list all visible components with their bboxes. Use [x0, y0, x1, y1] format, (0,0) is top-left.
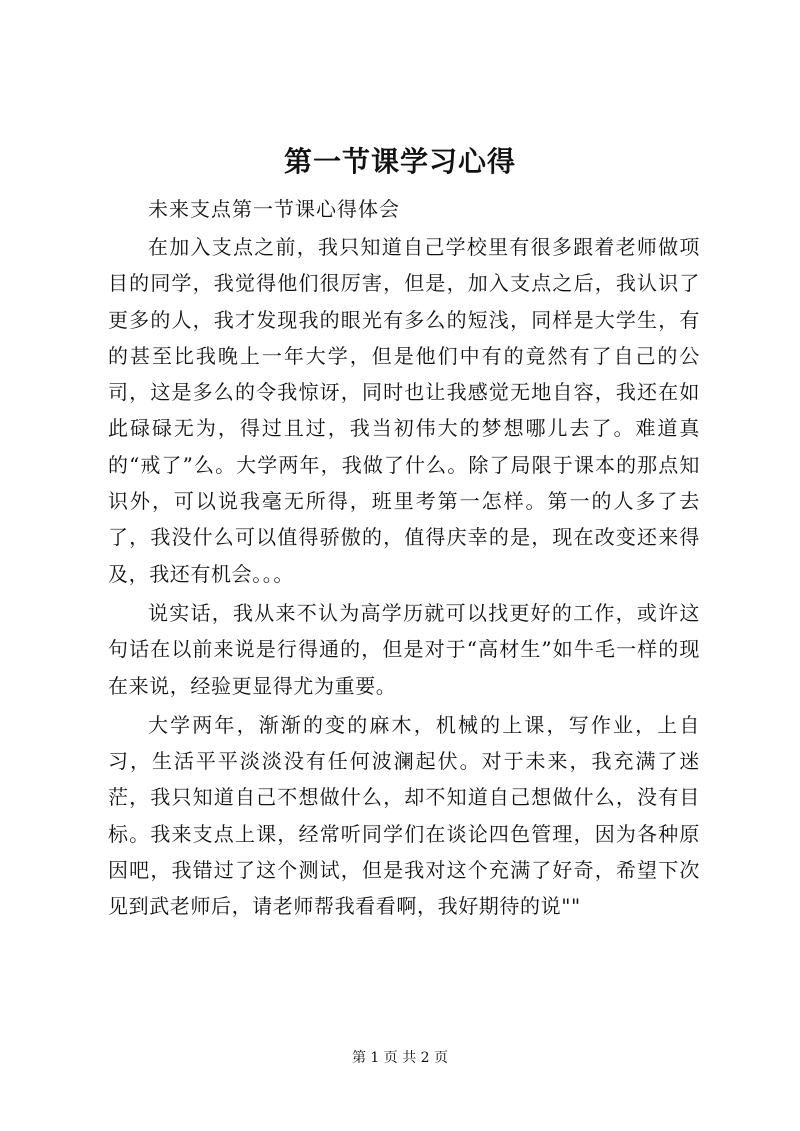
page-number-footer: 第 1 页 共 2 页 — [351, 1050, 449, 1066]
paragraph-2: 说实话，我从来不认为高学历就可以找更好的工作，或许这句话在以前来说是行得通的，但是对于“高材生”如牛毛一样的现在来说，经验更显得尤为重要。 — [108, 600, 700, 698]
page-title: 第一节课学习心得 — [283, 145, 516, 178]
document-subtitle: 未来支点第一节课心得体会 — [148, 197, 400, 221]
document-body — [108, 229, 700, 928]
paragraph-3: 大学两年，渐渐的变的麻木，机械的上课，写作业，上自习，生活平平淡淡没有任何波澜起伏。对于未来，我充满了迷茫，我只知道自己不想做什么，却不知道自己想做什么，没有目标。我来支点上课，经常听同学们在谈论四色管理，因为各种原因吧，我错过了这个测试，但是我对这个充满了好奇，希望下次见到武老师后，请老师帮我看看啊，我好期待的说"" — [108, 712, 700, 919]
paragraph-1: 在加入支点之前，我只知道自己学校里有很多跟着老师做项目的同学，我觉得他们很厉害，但是，加入支点之后，我认识了更多的人，我才发现我的眼光有多么的短浅，同样是大学生，有的甚至比我晚上一年大学，但是他们中有的竟然有了自己的公司，这是多么的令我惊讶，同时也让我感觉无地自容，我还在如此碌碌无为，得过且过，我当初伟大的梦想哪儿去了。难道真的“戒了”么。大学两年，我做了什么。除了局限于课本的那点知识外，可以说我毫无所得，班里考第一怎样。第一的人多了去了，我没什么可以值得骄傲的，值得庆幸的是，现在改变还来得及，我还有机会。。。 — [108, 235, 700, 586]
